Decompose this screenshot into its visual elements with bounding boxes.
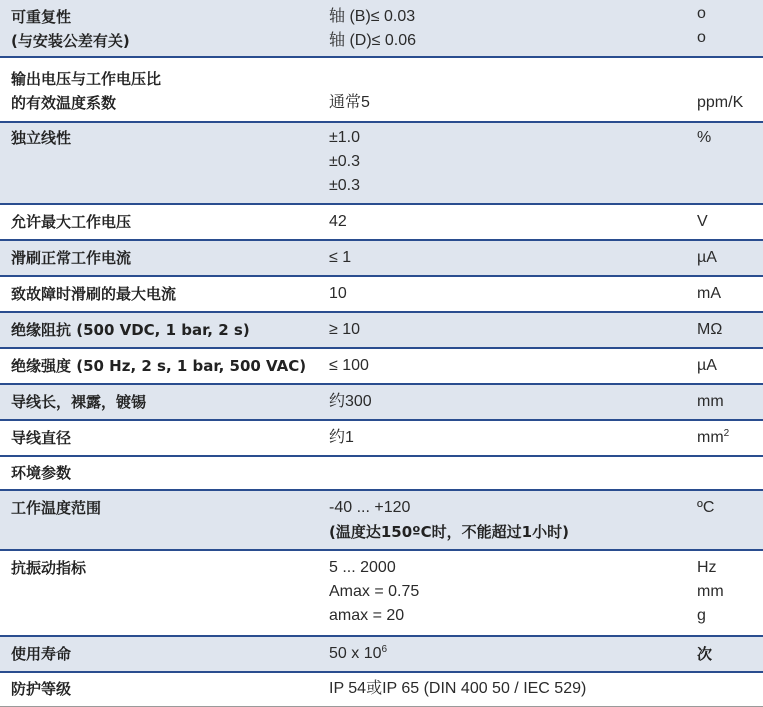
param-label: 使用寿命: [11, 645, 72, 663]
param-value: 50 x $10^6$: [329, 644, 388, 662]
param-label: 绝缘阻抗 (500 VDC, 1 bar, 2 s): [11, 321, 250, 339]
table-row: [0, 637, 763, 673]
param-unit: MΩ: [697, 321, 723, 338]
param-value: ≥ 10: [329, 321, 361, 338]
param-unit: Hz mm g: [697, 559, 724, 624]
table-row: [0, 277, 763, 313]
param-unit: µA: [697, 249, 717, 266]
table-row: [0, 0, 763, 58]
param-value: 10: [329, 285, 347, 302]
param-label: 导线直径: [11, 429, 72, 447]
param-value: ≤ 1: [329, 249, 352, 266]
param-unit: 次: [697, 645, 713, 663]
param-label: 抗振动指标: [11, 559, 87, 577]
param-value: ±1.0 ±0.3 ±0.3: [329, 129, 361, 194]
table-row: [0, 491, 763, 551]
table-row: [0, 313, 763, 349]
param-unit: mA: [697, 285, 721, 302]
table-row: [0, 123, 763, 205]
param-value: -40 ... +120 (温度达150ºC时，不能超过1小时): [329, 499, 569, 541]
param-value: 轴 (B)≤ 0.03 轴 (D)≤ 0.06: [329, 8, 417, 49]
table-row: [0, 349, 763, 385]
table-row: [0, 551, 763, 637]
param-unit: ppm/K: [697, 94, 744, 111]
param-label: 绝缘强度 (50 Hz, 2 s, 1 bar, 500 VAC): [11, 357, 307, 375]
param-label: 致故障时滑刷的最大电流: [11, 285, 177, 303]
param-label: 可重复性 (与安装公差有关): [11, 8, 130, 50]
param-value: 5 ... 2000 Amax = 0.75 amax = 20: [329, 559, 420, 624]
param-label: 工作温度范围: [11, 499, 102, 517]
table-row: [0, 205, 763, 241]
param-value: ≤ 100: [329, 357, 369, 374]
param-value: 约1: [329, 429, 354, 446]
param-unit: V: [697, 213, 708, 230]
param-label: 允许最大工作电压: [11, 213, 132, 231]
table-row: [0, 673, 763, 707]
section-header: [0, 457, 763, 491]
param-label: 输出电压与工作电压比 的有效温度系数: [11, 70, 162, 112]
table-row: [0, 421, 763, 457]
param-value: IP 54或IP 65 (DIN 400 50 / IEC 529): [329, 680, 587, 697]
param-unit: mm: [697, 393, 724, 410]
param-value: 通常5: [329, 94, 370, 111]
param-unit: ºC: [697, 499, 715, 516]
section-title: 环境参数: [11, 464, 72, 482]
param-label: 独立线性: [11, 129, 72, 147]
param-unit: %: [697, 129, 712, 146]
table-row: [0, 61, 763, 123]
table-row: [0, 241, 763, 277]
param-unit: $mm^2$: [697, 428, 730, 446]
param-unit: µA: [697, 357, 717, 374]
param-value: 42: [329, 213, 347, 230]
param-label: 滑刷正常工作电流: [11, 249, 132, 267]
param-label: 防护等级: [11, 680, 72, 698]
table-row: [0, 385, 763, 421]
param-label: 导线长，裸露，镀锡: [11, 393, 147, 411]
param-unit: o o: [697, 5, 706, 46]
param-value: 约300: [329, 393, 372, 410]
